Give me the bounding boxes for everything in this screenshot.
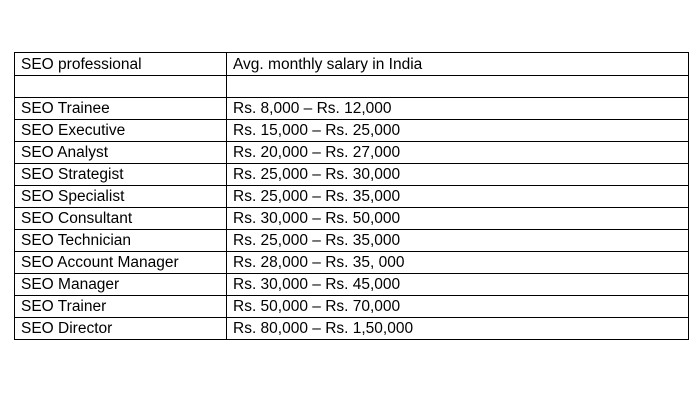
table-cell-role: SEO Manager: [15, 274, 227, 296]
table-cell-salary: Rs. 30,000 – Rs. 50,000: [227, 208, 689, 230]
table-cell-role: SEO Executive: [15, 120, 227, 142]
table-cell-salary: Rs. 25,000 – Rs. 30,000: [227, 164, 689, 186]
table-cell-salary: Rs. 25,000 – Rs. 35,000: [227, 186, 689, 208]
table-cell-salary: Rs. 15,000 – Rs. 25,000: [227, 120, 689, 142]
table-row: [15, 98, 689, 120]
salary-table-container: [14, 52, 688, 340]
header-seo-professional: SEO professional: [15, 53, 227, 76]
header-avg-monthly-salary: Avg. monthly salary in India: [227, 53, 689, 76]
table-row: [15, 208, 689, 230]
table-cell-salary: Rs. 80,000 – Rs. 1,50,000: [227, 318, 689, 340]
table-cell-role: SEO Strategist: [15, 164, 227, 186]
table-cell-role: [15, 76, 227, 98]
table-cell-role: SEO Analyst: [15, 142, 227, 164]
table-cell-salary: [227, 76, 689, 98]
table-cell-role: SEO Account Manager: [15, 252, 227, 274]
salary-table: [14, 52, 689, 340]
table-row: [15, 274, 689, 296]
table-header-row: [15, 53, 689, 76]
table-cell-role: SEO Trainer: [15, 296, 227, 318]
table-row: [15, 318, 689, 340]
table-cell-salary: Rs. 30,000 – Rs. 45,000: [227, 274, 689, 296]
table-row: [15, 296, 689, 318]
table-cell-salary: Rs. 25,000 – Rs. 35,000: [227, 230, 689, 252]
table-cell-role: SEO Trainee: [15, 98, 227, 120]
table-row: [15, 142, 689, 164]
table-cell-role: SEO Specialist: [15, 186, 227, 208]
table-row: [15, 186, 689, 208]
table-cell-salary: Rs. 8,000 – Rs. 12,000: [227, 98, 689, 120]
table-cell-salary: Rs. 28,000 – Rs. 35, 000: [227, 252, 689, 274]
table-row: [15, 164, 689, 186]
table-cell-salary: Rs. 20,000 – Rs. 27,000: [227, 142, 689, 164]
table-cell-role: SEO Consultant: [15, 208, 227, 230]
table-row: [15, 230, 689, 252]
table-row-empty: [15, 76, 689, 98]
table-cell-role: SEO Director: [15, 318, 227, 340]
table-cell-salary: Rs. 50,000 – Rs. 70,000: [227, 296, 689, 318]
table-cell-role: SEO Technician: [15, 230, 227, 252]
table-row: [15, 252, 689, 274]
table-row: [15, 120, 689, 142]
